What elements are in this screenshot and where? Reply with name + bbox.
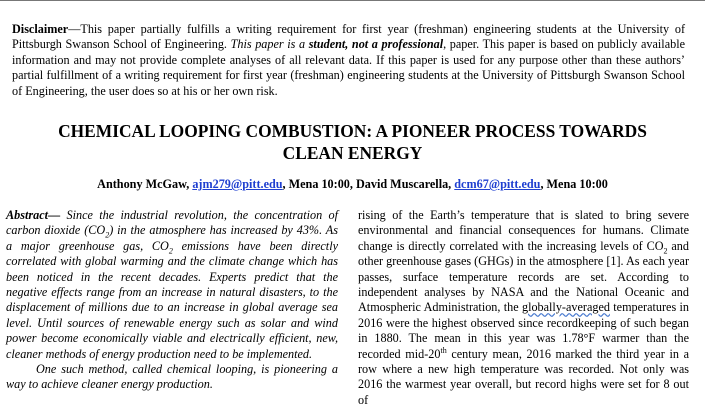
disclaimer-text-1: This paper partially fulfills a writing requirement for first year (freshman) engineering students at the University of Pittsburgh Swanson School of Engineering. [12, 22, 685, 52]
intro-text-2: and other greenhouse gases (GHGs) in the atmosphere [1]. As each year passes, surface temperature records are set. According to independent analyses by NASA and the National Oceanic and Atmospheric Administration, the [358, 238, 689, 315]
abstract-text-3: emissions have been directly correlated with global warming and the climate change which has been noticed in the recent decades. Experts predict that the negative effects range from an increase in natural disasters, to the displacement of millions due to an increase in global average sea level. Until sources of renewable energy such as solar and wind power become economically viable and electrically efficient, new, cleaner methods of energy production need to be implemented. [6, 238, 338, 361]
intro-sup-1: th [440, 345, 447, 355]
author-1-name: Anthony McGaw, [97, 177, 193, 191]
disclaimer-label: Disclaimer [12, 22, 69, 36]
author-line [10, 177, 695, 192]
intro-text-4: century mean, 2016 marked the third year in a row where a new high temperature was recorded. Not only was 2016 the warmest year overall, but record highs were set for 8 out of [358, 346, 689, 407]
intro-sub-1: 2 [663, 246, 668, 256]
author-1-section: , Mena 10:00, [282, 177, 356, 191]
title-line-1: CHEMICAL LOOPING COMBUSTION: A PIONEER PROCESS TOWARDS [58, 121, 647, 141]
title-line-2: CLEAN ENERGY [282, 143, 423, 163]
intro-text-1: rising of the Earth’s temperature that is slated to bring severe environmental and financial consequences for humans. Climate change is directly correlated with the increasing levels of CO [358, 208, 689, 253]
left-column [6, 208, 338, 393]
right-column [358, 208, 689, 408]
spellcheck-flagged-word: globally-averaged [521, 300, 610, 315]
disclaimer-text-2: , paper. This paper is based on publicly available information and may not provide complete analyses of all relevant data. If this paper is used for any purpose other than these authors’ partial fulfillment of a writing requirement for first year (freshman) engineering students at the University of Pittsburgh Swanson School of Engineering, the user does so at his or her own risk. [12, 37, 685, 98]
page-top-border [0, 0, 705, 1]
author-2-name: David Muscarella, [355, 177, 455, 191]
abstract-label: Abstract [6, 208, 48, 222]
abstract-text-2: ) in the atmosphere has increased by 43%. As a major greenhouse gas, CO [6, 223, 338, 253]
abstract-paragraph-2: One such method, called chemical looping, is pioneering a way to achieve cleaner energy production. [6, 362, 338, 392]
abstract-sub-2: 2 [168, 246, 173, 256]
intro-paragraph [358, 208, 689, 408]
disclaimer-bold-italic: student, not a professional [308, 37, 444, 52]
abstract-text-1: Since the industrial revolution, the concentration of carbon dioxide (CO [6, 208, 338, 238]
disclaimer-paragraph [12, 22, 685, 99]
author-1-email-link[interactable]: ajm279@pitt.edu [192, 177, 283, 191]
paper-title [10, 120, 695, 164]
author-2-section: , Mena 10:00 [540, 177, 608, 191]
author-2-email-link[interactable]: dcm67@pitt.edu [454, 177, 541, 191]
disclaimer-dash: — [68, 22, 81, 36]
abstract-sub-1: 2 [105, 230, 110, 240]
abstract-paragraph [6, 208, 338, 362]
disclaimer-italic: This paper is a [230, 37, 309, 52]
abstract-dash: — [47, 208, 61, 222]
intro-text-3: temperatures in 2016 were the highest observed since recordkeeping of such began in 1880. The mean in this year was 1.78°F warmer than the recorded mid-20 [358, 300, 690, 361]
